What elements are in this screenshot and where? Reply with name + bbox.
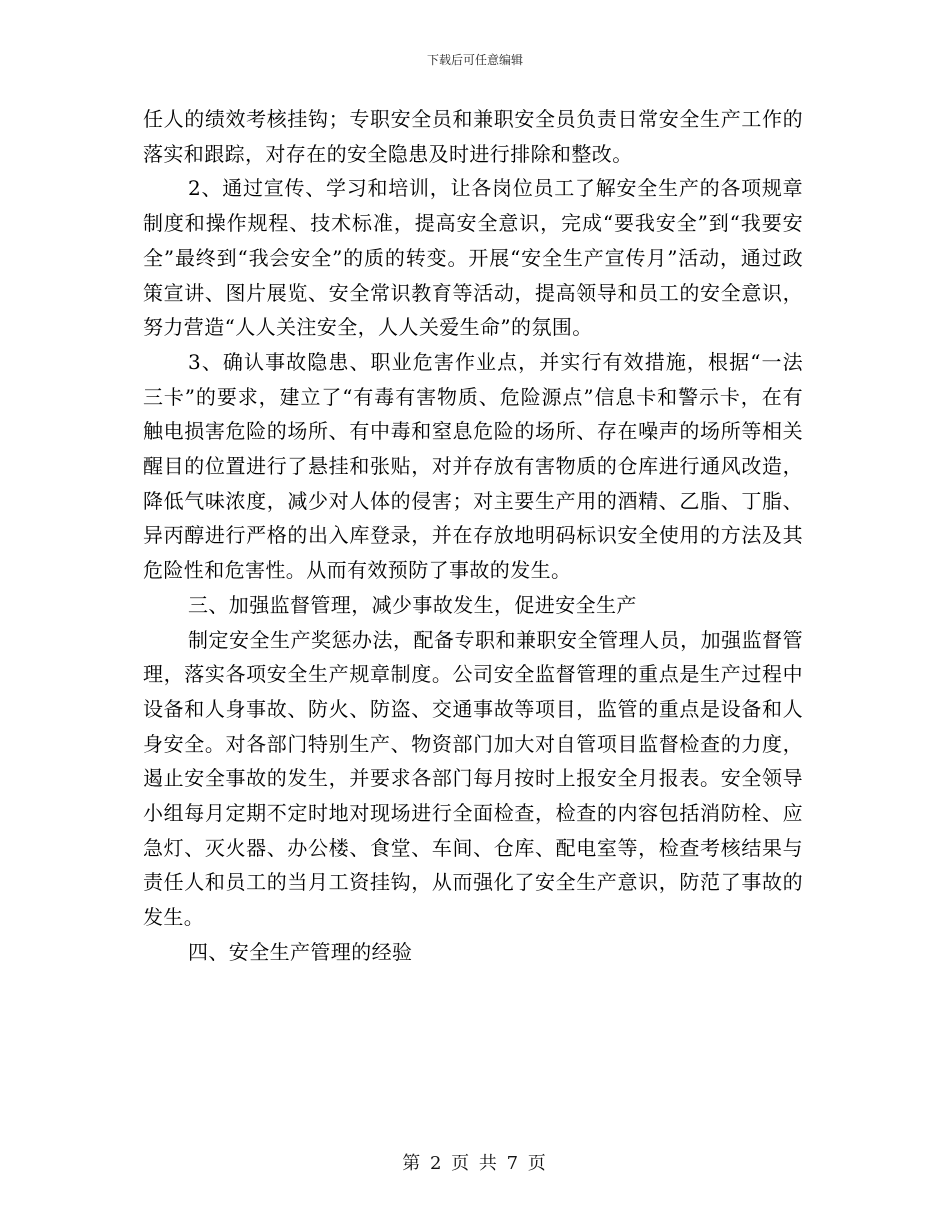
section-heading-3: 三、加强监督管理，减少事故发生，促进安全生产 [188, 592, 637, 617]
document-body [143, 102, 803, 970]
paragraph-continuation: 任人的绩效考核挂钩；专职安全员和兼职安全员负责日常安全生产工作的落实和跟踪，对存在的安全隐患及时进行排除和整改。 [143, 107, 803, 166]
paragraph-item-2: 2、通过宣传、学习和培训，让各岗位员工了解安全生产的各项规章制度和操作规程、技术标准，提高安全意识，完成“要我安全”到“我要安全”最终到“我会安全”的质的转变。开展“安全生产宣传月”活动，通过政策宣讲、图片展览、安全常识教育等活动，提高领导和员工的安全意识，努力营造“人人关注安全，人人关爱生命”的氛围。 [143, 176, 803, 340]
page-header: 下载后可任意编辑 [426, 53, 523, 67]
section-heading-4: 四、安全生产管理的经验 [188, 939, 413, 964]
paragraph-supervision: 制定安全生产奖惩办法，配备专职和兼职安全管理人员，加强监督管理，落实各项安全生产规章制度。公司安全监督管理的重点是生产过程中设备和人身事故、防火、防盗、交通事故等项目，监管的重点是设备和人身安全。对各部门特别生产、物资部门加大对自管项目监督检查的力度，遏止安全事故的发生，并要求各部门每月按时上报安全月报表。安全领导小组每月定期不定时地对现场进行全面检查，检查的内容包括消防栓、应急灯、灭火器、办公楼、食堂、车间、仓库、配电室等，检查考核结果与责任人和员工的当月工资挂钩，从而强化了安全生产意识，防范了事故的发生。 [143, 627, 803, 930]
paragraph-item-3: 3、确认事故隐患、职业危害作业点，并实行有效措施，根据“一法三卡”的要求，建立了“有毒有害物质、危险源点”信息卡和警示卡，在有触电损害危险的场所、有中毒和窒息危险的场所、存在噪声的场所等相关醒目的位置进行了悬挂和张贴，对并存放有害物质的仓库进行通风改造，降低气味浓度，减少对人体的侵害；对主要生产用的酒精、乙脂、丁脂、异丙醇进行严格的出入库登录，并在存放地明码标识安全使用的方法及其危险性和危害性。从而有效预防了事故的发生。 [143, 349, 803, 583]
page-number-footer: 第 2 页 共 7 页 [402, 1153, 548, 1174]
